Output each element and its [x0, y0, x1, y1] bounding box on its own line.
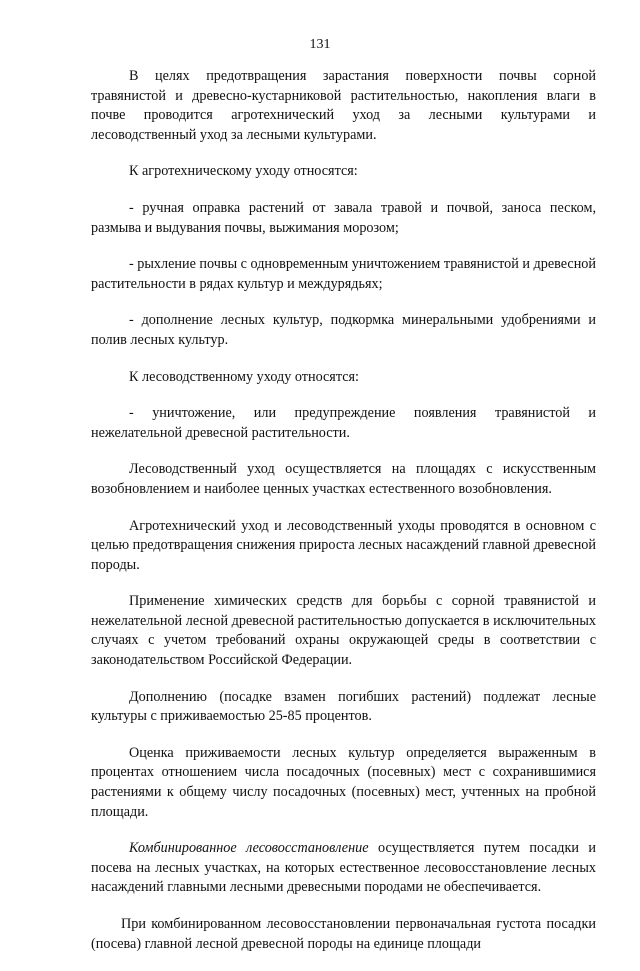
paragraph-silvi-heading: К лесоводственному уходу относятся: [129, 368, 359, 385]
page-number: 131 [309, 37, 331, 52]
paragraph-agro-item-3: - дополнение лесных культур, подкормка минеральными удобрениями и полив лесных культур. [91, 312, 596, 348]
combined-restoration-term: Комбинированное лесовосстановление [129, 840, 369, 857]
paragraph-silvi-areas: Лесоводственный уход осуществляется на площадях с искусственным возобновлением и наиболее ценных участках естественного возобновления. [91, 461, 596, 497]
paragraph-agro-item-1: - ручная оправка растений от завала травой и почвой, заноса песком, размыва и выдувания почвы, выжимания морозом; [91, 199, 596, 236]
paragraph-replanting: Дополнению (посадке взамен погибших растений) подлежат лесные культуры с приживаемостью 25-85 процентов. [91, 688, 596, 725]
paragraph-care-purpose: Агротехнический уход и лесоводственный уходы проводятся в основном с целью предотвращения снижения прироста лесных насаждений главной древесной породы. [91, 517, 596, 573]
paragraph-silvi-item-1: - уничтожение, или предупреждение появления травянистой и нежелательной древесной растительности. [91, 405, 596, 441]
paragraph-survival-rate: Оценка приживаемости лесных культур определяется выраженным в процентах отношением числа посадочных (посевных) мест с сохранившимися растениями к общему числу посадочных (посевных) мест, учтенных на пробной площади. [91, 744, 596, 820]
document-body [91, 67, 596, 971]
paragraph-initial-density: При комбинированном лесовосстановлении первоначальная густота посадки (посева) главной лесной древесной породы на единице площади [91, 916, 596, 952]
paragraph-combined-restoration [91, 839, 596, 898]
combined-restoration-text: осуществляется путем посадки и посева на лесных участках, на которых естественное лесовосстановление лесных насаждений главными лесными древесными породами не обеспечивается. [91, 840, 596, 896]
paragraph-agro-heading: К агротехническому уходу относятся: [129, 163, 358, 180]
paragraph-intro: В целях предотвращения зарастания поверхности почвы сорной травянистой и древесно-кустарниковой растительностью, накопления влаги в почве проводится агротехнический уход за лесными культурами и лесоводственный уход за лесными культурами. [91, 68, 596, 143]
paragraph-chemicals: Применение химических средств для борьбы с сорной травянистой и нежелательной лесной древесной растительностью допускается в исключительных случаях с учетом требований охраны окружающей среды в соответствии с законодательством Российской Федерации. [91, 593, 596, 669]
paragraph-agro-item-2: - рыхление почвы с одновременным уничтожением травянистой и древесной растительности в рядах культур и междурядьях; [91, 256, 596, 292]
